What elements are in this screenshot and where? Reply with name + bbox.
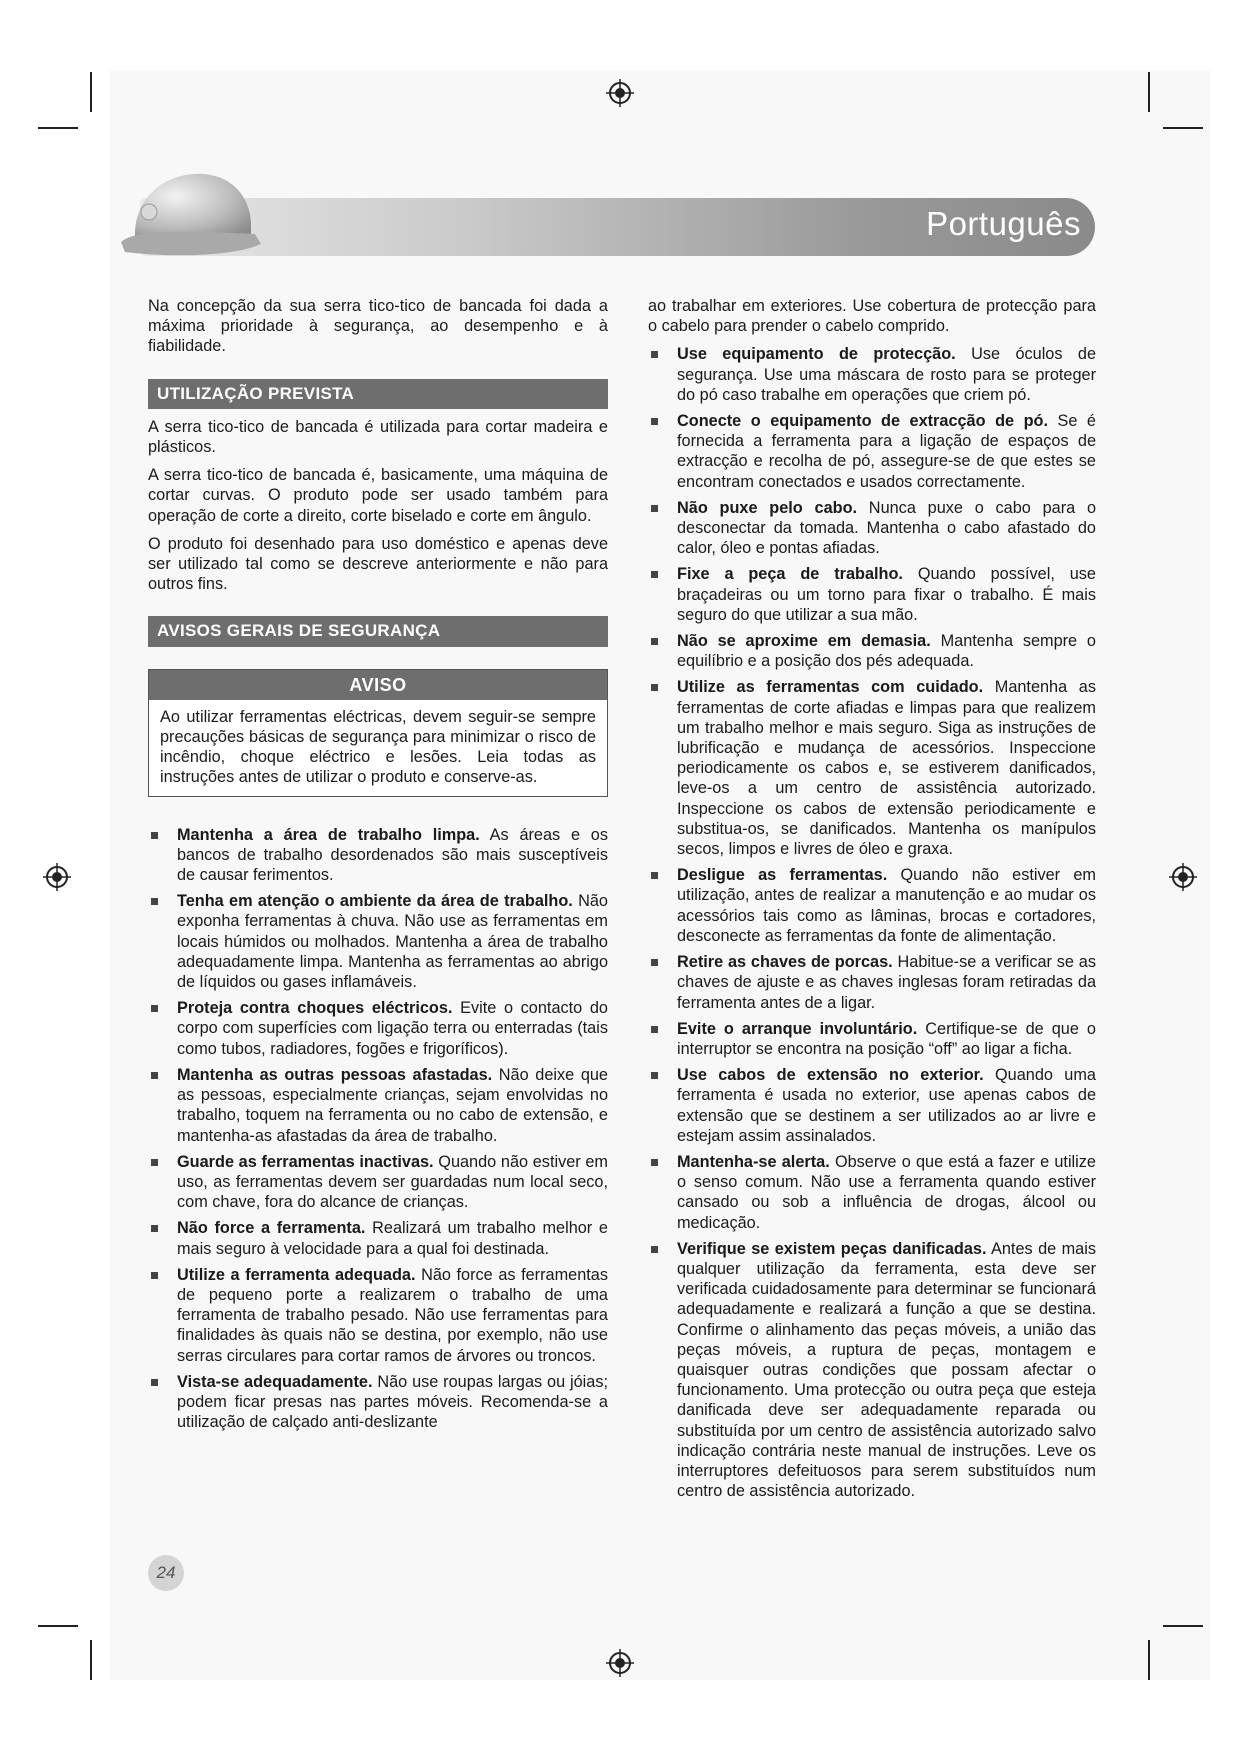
list-item: Proteja contra choques eléctricos. Evite o contacto do corpo com superfícies com ligação terra ou enterradas (tais como tubos, radiadores, fogões e frigoríficos).	[148, 998, 608, 1059]
list-item: Mantenha a área de trabalho limpa. As áreas e os bancos de trabalho desordenados são mais susceptíveis de causar ferimentos.	[148, 825, 608, 886]
list-item: Utilize as ferramentas com cuidado. Mantenha as ferramentas de corte afiadas e limpas para que realizem um trabalho melhor e mais seguro. Siga as instruções de lubrificação e mudança de acessórios. Inspeccione periodicamente os cabos e, se estiverem danificados, leve-os a um centro de assistência autorizado. Inspeccione os cabos de extensão periodicamente e substitua-os, se danificados. Mantenha os manípulos secos, limpos e livres de óleo e graxa.	[648, 677, 1096, 859]
list-item: Não se aproxime em demasia. Mantenha sempre o equilíbrio e a posição dos pés adequada.	[648, 631, 1096, 671]
intro-paragraph: Na concepção da sua serra tico-tico de bancada foi dada a máxima prioridade à segurança, ao desempenho e à fiabilidade.	[148, 297, 608, 356]
continuation-paragraph: ao trabalhar em exteriores. Use cobertura de protecção para o cabelo para prender o cabelo comprido.	[648, 297, 1096, 336]
list-item: Verifique se existem peças danificadas. Antes de mais qualquer utilização da ferramenta, esta deve ser verificada cuidadosamente para determinar se funcionará adequadamente e realizará a função a que se destina. Confirme o alinhamento das peças móveis, a união das peças móveis, a ruptura de peças, montagem e quaisquer outras condições que possam afectar o funcionamento. Uma protecção ou outra peça que esteja danificada deve ser adequadamente reparada ou substituída por um centro de assistência autorizado salvo indicação contrária neste manual de instruções. Leve os interruptores defeituosos para serem substituídos num centro de assistência autorizado.	[648, 1239, 1096, 1502]
list-item: Não puxe pelo cabo. Nunca puxe o cabo para o desconectar da tomada. Mantenha o cabo afastado do calor, óleo e pontas afiadas.	[648, 498, 1096, 559]
crop-mark	[90, 72, 92, 112]
crop-mark	[90, 1640, 92, 1680]
section-heading-safety-warnings: AVISOS GERAIS DE SEGURANÇA	[148, 616, 608, 646]
crop-mark	[38, 1625, 78, 1627]
registration-mark-icon	[42, 862, 72, 892]
crop-mark	[1148, 72, 1150, 112]
crop-mark	[38, 127, 78, 129]
list-item: Guarde as ferramentas inactivas. Quando não estiver em uso, as ferramentas devem ser guardadas num local seco, com chave, fora do alcance de crianças.	[148, 1152, 608, 1213]
safety-list-right	[648, 344, 1096, 1501]
safety-list-left	[148, 825, 608, 1433]
list-item: Use cabos de extensão no exterior. Quando uma ferramenta é usada no exterior, use apenas cabos de extensão que se destinem a ser utilizados ao ar livre e estejam assim assinalados.	[648, 1065, 1096, 1146]
crop-mark	[1163, 1625, 1203, 1627]
crop-mark	[1163, 127, 1203, 129]
warning-text: Ao utilizar ferramentas eléctricas, devem seguir-se sempre precauções básicas de segurança para minimizar o risco de incêndio, choque eléctrico e lesões. Leia todas as instruções antes de utilizar o produto e conserve-as.	[160, 707, 596, 787]
registration-mark-icon	[605, 78, 635, 108]
list-item: Utilize a ferramenta adequada. Não force as ferramentas de pequeno porte a realizarem o trabalho de uma ferramenta de trabalho pesado. Não use ferramentas para finalidades às quais não se destina, por exemplo, não use serras circulares para cortar ramos de árvores ou troncos.	[148, 1265, 608, 1366]
intended-use-paragraph: O produto foi desenhado para uso doméstico e apenas deve ser utilizado tal como se descreve anteriormente e não para outros fins.	[148, 534, 608, 594]
crop-mark	[1148, 1640, 1150, 1680]
right-column	[648, 296, 1096, 1507]
section-heading-intended-use: UTILIZAÇÃO PREVISTA	[148, 379, 608, 409]
list-item: Conecte o equipamento de extracção de pó. Se é fornecida a ferramenta para a ligação de espaços de extracção e recolha de pó, assegure-se de que estes se encontram conectados e usados correctamente.	[648, 411, 1096, 492]
intended-use-paragraph: A serra tico-tico de bancada é, basicamente, uma máquina de cortar curvas. O produto pode ser usado também para operação de corte a direito, corte biselado e corte em ângulo.	[148, 466, 608, 525]
list-item: Mantenha as outras pessoas afastadas. Não deixe que as pessoas, especialmente crianças, sejam envolvidas no trabalho, toquem na ferramenta ou no cabo de extensão, e mantenha-as afastadas da área de trabalho.	[148, 1065, 608, 1146]
registration-mark-icon	[1168, 862, 1198, 892]
list-item: Vista-se adequadamente. Não use roupas largas ou jóias; podem ficar presas nas partes móveis. Recomenda-se a utilização de calçado anti-deslizante	[148, 1372, 608, 1433]
list-item: Tenha em atenção o ambiente da área de trabalho. Não exponha ferramentas à chuva. Não use as ferramentas em locais húmidos ou molhados. Mantenha a área de trabalho adequadamente limpa. Mantenha as ferramentas ao abrigo de líquidos ou gases inflamáveis.	[148, 891, 608, 992]
left-column	[148, 296, 608, 1438]
list-item: Desligue as ferramentas. Quando não estiver em utilização, antes de realizar a manutenção e ao mudar os acessórios tais como as lâminas, brocas e cortadores, desconecte as ferramentas da fonte de alimentação.	[648, 865, 1096, 946]
list-item: Retire as chaves de porcas. Habitue-se a verificar se as chaves de ajuste e as chaves inglesas foram retiradas da ferramenta antes de a ligar.	[648, 952, 1096, 1013]
language-title: Português	[926, 205, 1081, 242]
list-item: Fixe a peça de trabalho. Quando possível, use braçadeiras ou um torno para fixar o trabalho. É mais seguro do que utilizar a sua mão.	[648, 564, 1096, 625]
warning-box	[148, 669, 608, 797]
registration-mark-icon	[605, 1648, 635, 1678]
intended-use-paragraph: A serra tico-tico de bancada é utilizada para cortar madeira e plásticos.	[148, 417, 608, 457]
list-item: Mantenha-se alerta. Observe o que está a fazer e utilize o senso comum. Não use a ferramenta quando estiver cansado ou sob a influência de drogas, álcool ou medicação.	[648, 1152, 1096, 1233]
warning-title: AVISO	[149, 670, 607, 700]
list-item: Use equipamento de protecção. Use óculos de segurança. Use uma máscara de rosto para se proteger do pó caso trabalhe em operações que criem pó.	[648, 344, 1096, 405]
list-item: Não force a ferramenta. Realizará um trabalho melhor e mais seguro à velocidade para a qual foi destinada.	[148, 1218, 608, 1258]
safety-helmet-icon	[115, 160, 265, 265]
list-item: Evite o arranque involuntário. Certifique-se de que o interruptor se encontra na posição “off” ao ligar a ficha.	[648, 1019, 1096, 1059]
page-number: 24	[148, 1555, 184, 1591]
